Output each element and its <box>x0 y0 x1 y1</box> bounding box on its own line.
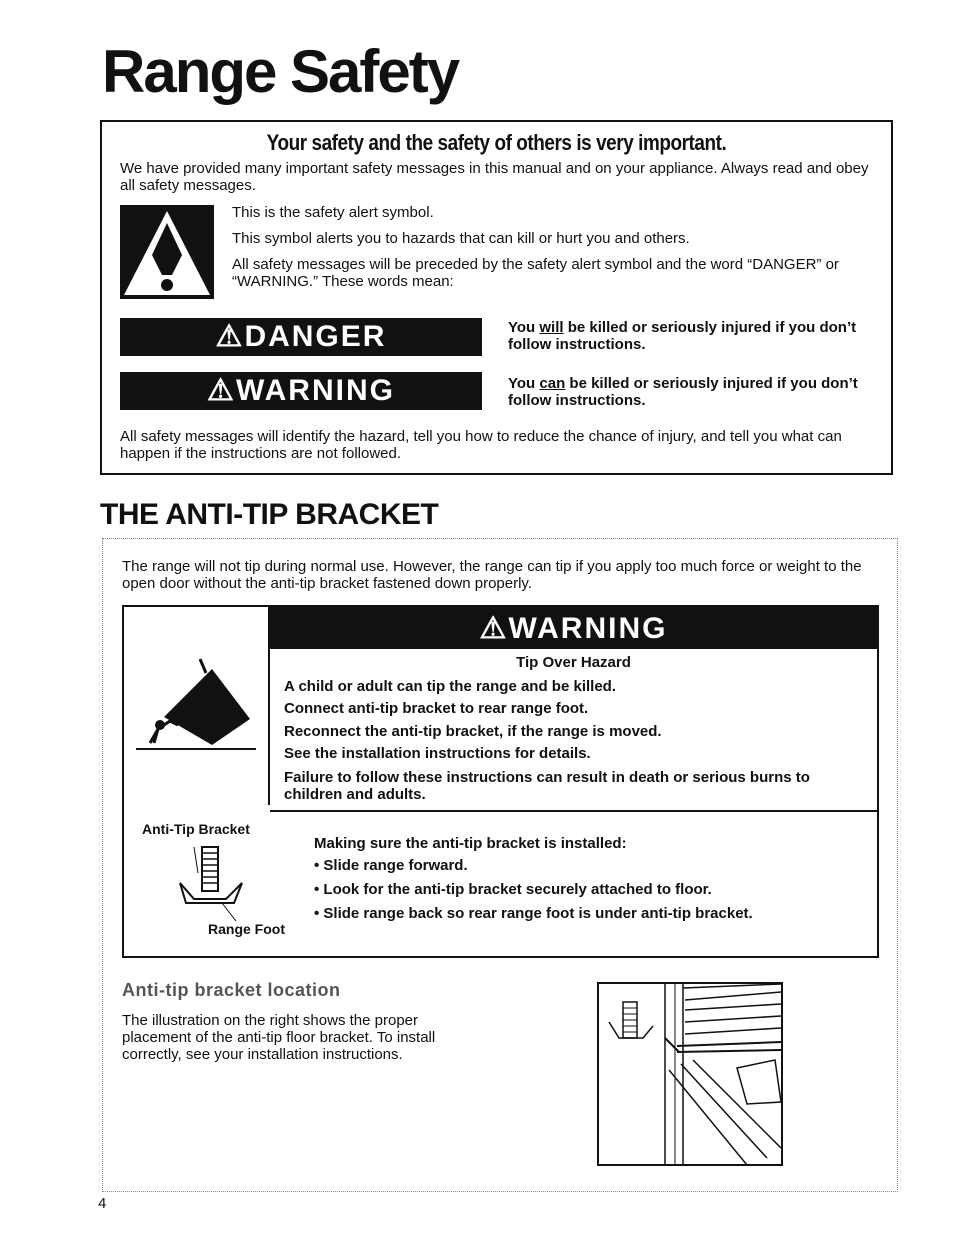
alert-line-3: All safety messages will be preceded by the safety alert symbol and the word “DANGER” or “WARNING.” These words mean: <box>232 256 839 290</box>
danger-text-post: be killed or seriously injured if you don’t follow instructions. <box>508 319 857 353</box>
warning-panel-bottom-rule <box>270 810 877 812</box>
warning-label-2: WARNING <box>508 612 668 645</box>
hazard-title: Tip Over Hazard <box>516 654 631 671</box>
location-description: The illustration on the right shows the proper placement of the anti-tip floor bracket. To install correctly, see your installation instructions. <box>122 1012 436 1063</box>
alert-line-2: This symbol alerts you to hazards that can kill or hurt you and others. <box>232 230 690 247</box>
checks-title: Making sure the anti-tip bracket is installed: <box>314 835 627 852</box>
warning-signal-bar <box>120 372 482 410</box>
safety-intro: We have provided many important safety messages in this manual and on your appliance. Always read and obey all safety messages. <box>120 160 869 194</box>
bracket-foot-icon <box>164 843 254 923</box>
location-subheading: Anti-tip bracket location <box>122 980 341 1000</box>
hazard-line-4: See the installation instructions for details. <box>284 745 591 762</box>
hazard-line-2: Connect anti-tip bracket to rear range foot. <box>284 700 589 717</box>
safety-footer: All safety messages will identify the hazard, tell you how to reduce the chance of injury, and tell you what can happen if the instructions are not followed. <box>120 428 842 462</box>
warning-signal-bar-2 <box>270 607 877 649</box>
hazard-line-5: Failure to follow these instructions can result in death or serious burns to children and adults. <box>284 769 810 803</box>
anti-tip-bracket-label: Anti-Tip Bracket <box>142 821 250 837</box>
warning-text-em: can <box>539 375 566 392</box>
danger-label: DANGER <box>244 320 387 353</box>
safety-info-box <box>100 120 893 475</box>
hazard-line-3: Reconnect the anti-tip bracket, if the range is moved. <box>284 723 662 740</box>
alert-triangle-icon: ⚠ <box>479 612 509 645</box>
page-number: 4 <box>98 1195 107 1212</box>
range-tipping-icon <box>124 607 270 805</box>
range-foot-label: Range Foot <box>208 921 285 937</box>
safety-alert-symbol <box>120 205 214 299</box>
check-item-2-text: Look for the anti-tip bracket securely attached to floor. <box>323 881 712 898</box>
alert-triangle-icon <box>120 205 214 299</box>
anti-tip-intro: The range will not tip during normal use. However, the range can tip if you apply too much force or weight to the open door without the anti-tip bracket fastened down properly. <box>122 558 862 592</box>
anti-tip-warning-box <box>122 605 879 958</box>
check-item-1: • Slide range forward. <box>314 857 468 874</box>
alert-line-1: This is the safety alert symbol. <box>232 204 434 221</box>
warning-label: WARNING <box>235 374 395 407</box>
warning-description <box>508 375 888 409</box>
safety-heading: Your safety and the safety of others is very important. <box>266 130 727 155</box>
danger-signal-bar <box>120 318 482 356</box>
anti-tip-section-title: THE ANTI-TIP BRACKET <box>100 498 439 531</box>
danger-text-pre: You <box>508 319 540 336</box>
alert-triangle-icon: ⚠ <box>215 320 245 353</box>
danger-description <box>508 319 888 353</box>
warning-text-post: be killed or seriously injured if you don’t follow instructions. <box>508 375 858 409</box>
tip-over-illustration-panel <box>124 607 270 805</box>
hazard-line-1: A child or adult can tip the range and be killed. <box>284 678 616 695</box>
check-item-2: • Look for the anti-tip bracket securely attached to floor. <box>314 881 712 898</box>
check-item-3-text: Slide range back so rear range foot is under anti-tip bracket. <box>323 905 753 922</box>
danger-text-em: will <box>539 319 564 336</box>
range-placement-illustration <box>597 982 783 1166</box>
check-item-3: • Slide range back so rear range foot is under anti-tip bracket. <box>314 905 753 922</box>
check-item-1-text: Slide range forward. <box>323 857 468 874</box>
page-title: Range Safety <box>102 38 459 105</box>
warning-text-pre: You <box>508 375 540 392</box>
alert-triangle-icon: ⚠ <box>207 374 236 407</box>
